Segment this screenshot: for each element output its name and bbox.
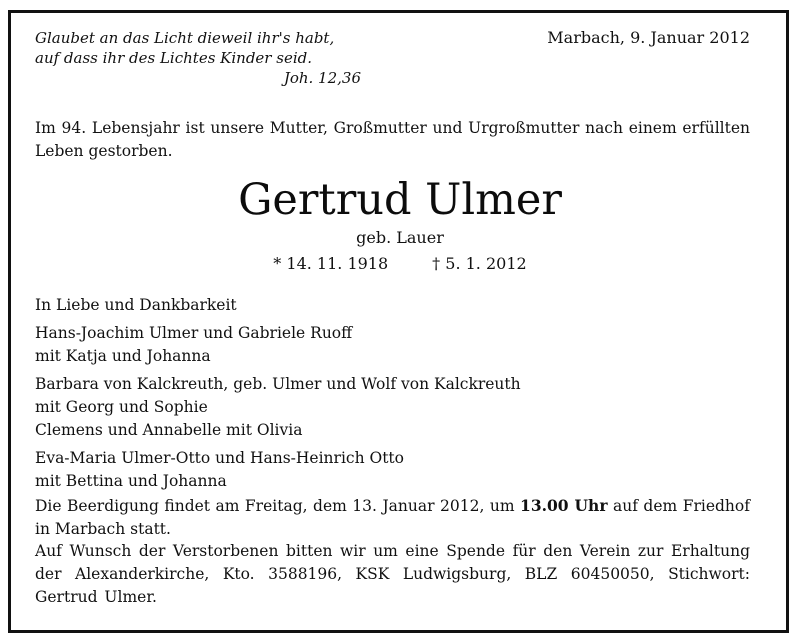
- bible-quote: [35, 28, 365, 88]
- quote-line-2: auf dass ihr des Lichtes Kinder seid.: [35, 49, 312, 67]
- mourner-line: mit Katja und Johanna: [35, 347, 211, 365]
- deceased-name: Gertrud Ulmer: [238, 175, 562, 225]
- funeral-text-after: auf dem Friedhof in Marbach statt.: [35, 497, 750, 538]
- death-date: † 5. 1. 2012: [432, 254, 527, 273]
- place-date: Marbach, 9. Januar 2012: [547, 28, 750, 47]
- life-dates: [0, 252, 800, 276]
- quote-line-1: Glaubet an das Licht dieweil ihr's habt,: [35, 29, 335, 47]
- mourner-line: mit Bettina und Johanna: [35, 472, 227, 490]
- mourner-line: Hans-Joachim Ulmer und Gabriele Ruoff: [35, 324, 353, 342]
- intro-text: Im 94. Lebensjahr ist unsere Mutter, Großmutter und Urgroßmutter nach einem erfüllten Leben gestorben.: [35, 119, 750, 160]
- mourner-line: mit Georg und Sophie: [35, 398, 208, 416]
- mourners-heading: In Liebe und Dankbarkeit: [35, 296, 237, 314]
- mourner-group: [35, 373, 595, 442]
- donation-notice: Auf Wunsch der Verstorbenen bitten wir um eine Spende für den Verein zur Erhaltung der Alexanderkirche, Kto. 3588196, KSK Ludwigsburg, BLZ 60450050, Stichwort: Gertrud Ulmer.: [35, 542, 750, 606]
- mourner-group: [35, 447, 595, 493]
- funeral-notice: [35, 494, 750, 541]
- mourners-list: [35, 294, 595, 493]
- mourner-line: Clemens und Annabelle mit Olivia: [35, 421, 303, 439]
- mourner-line: Barbara von Kalckreuth, geb. Ulmer und Wolf von Kalckreuth: [35, 375, 521, 393]
- maiden-name: geb. Lauer: [356, 228, 444, 247]
- mourner-group: [35, 322, 595, 368]
- funeral-time: 13.00 Uhr: [520, 496, 608, 515]
- mourner-line: Eva-Maria Ulmer-Otto und Hans-Heinrich Otto: [35, 449, 404, 467]
- birth-date: * 14. 11. 1918: [273, 254, 389, 273]
- quote-reference: Joh. 12,36: [283, 69, 361, 87]
- funeral-text-before: Die Beerdigung findet am Freitag, dem 13. Januar 2012, um: [35, 497, 521, 515]
